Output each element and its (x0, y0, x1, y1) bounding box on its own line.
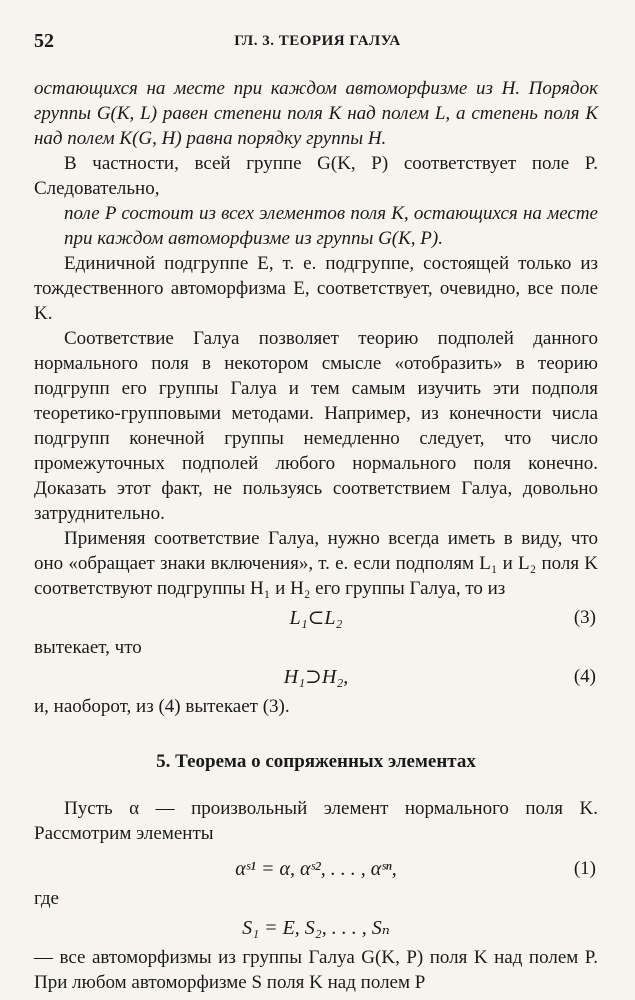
paragraph: Соответствие Галуа позволяет теорию подполей данного нормального поля в некотором смысле «отобразить» в теорию подгрупп его группы Галуа и тем самым изучить эти подполя теоретико-групповыми методами. Например, из конечности числа подгрупп конечной группы немедленно следует, что число промежуточных подполей любого нормального поля конечно. Доказать этот факт, не пользуясь соответствием Галуа, довольно затруднительно. (34, 328, 598, 524)
formula-expression: S₁ = E, S₂, . . . , Sₙ (242, 917, 390, 939)
formula-expression: αˢ¹ = α, αˢ², . . . , αˢⁿ, (235, 858, 397, 880)
formula-number: (4) (573, 666, 596, 687)
paragraph: Пусть α — произвольный элемент нормального поля K. Рассмотрим элементы (34, 798, 598, 844)
formula-expression: L₁⊂L₂ (289, 607, 343, 629)
theorem-statement: поле P состоит из всех элементов поля K, остающихся на месте при каждом автоморфизме из группы G(K, P). (64, 203, 598, 249)
paragraph: вытекает, что (34, 637, 142, 658)
formula-number: (1) (573, 858, 596, 879)
paragraph-continuation: остающихся на месте при каждом автоморфизме из H. Порядок группы G(K, L) равен степени поля K над полем L, а степень поля K над полем K(G, H) равна порядку группы H. (34, 78, 598, 149)
section-heading: 5. Теорема о сопряженных элементах (156, 751, 476, 772)
paragraph: — все автоморфизмы из группы Галуа G(K, P) поля K над полем P. При любом автоморфизме S поля K над полем P (34, 947, 598, 993)
paragraph: Применяя соответствие Галуа, нужно всегда иметь в виду, что оно «обращает знаки включения», т. е. если подполям L₁ и L₂ поля K соответствуют подгруппы H₁ и H₂ его группы Галуа, то из (34, 528, 598, 599)
formula-number: (3) (573, 607, 596, 628)
paragraph: Единичной подгруппе E, т. е. подгруппе, состоящей только из тождественного автоморфизма E, соответствует, очевидно, все поле K. (34, 253, 598, 324)
formula-automorphisms (34, 911, 598, 945)
paragraph: и, наоборот, из (4) вытекает (3). (34, 696, 290, 717)
paragraph: В частности, всей группе G(K, P) соответствует поле P. Следовательно, (34, 153, 598, 199)
paragraph: где (34, 888, 59, 909)
running-head: ГЛ. 3. ТЕОРИЯ ГАЛУА (234, 33, 401, 49)
formula-3 (34, 601, 598, 635)
formula-4 (34, 660, 598, 694)
formula-expression: H₁⊃H₂, (283, 666, 349, 688)
page-header (34, 30, 601, 58)
page-number: 52 (34, 30, 54, 52)
formula-1 (34, 852, 598, 886)
page-body (34, 76, 598, 995)
